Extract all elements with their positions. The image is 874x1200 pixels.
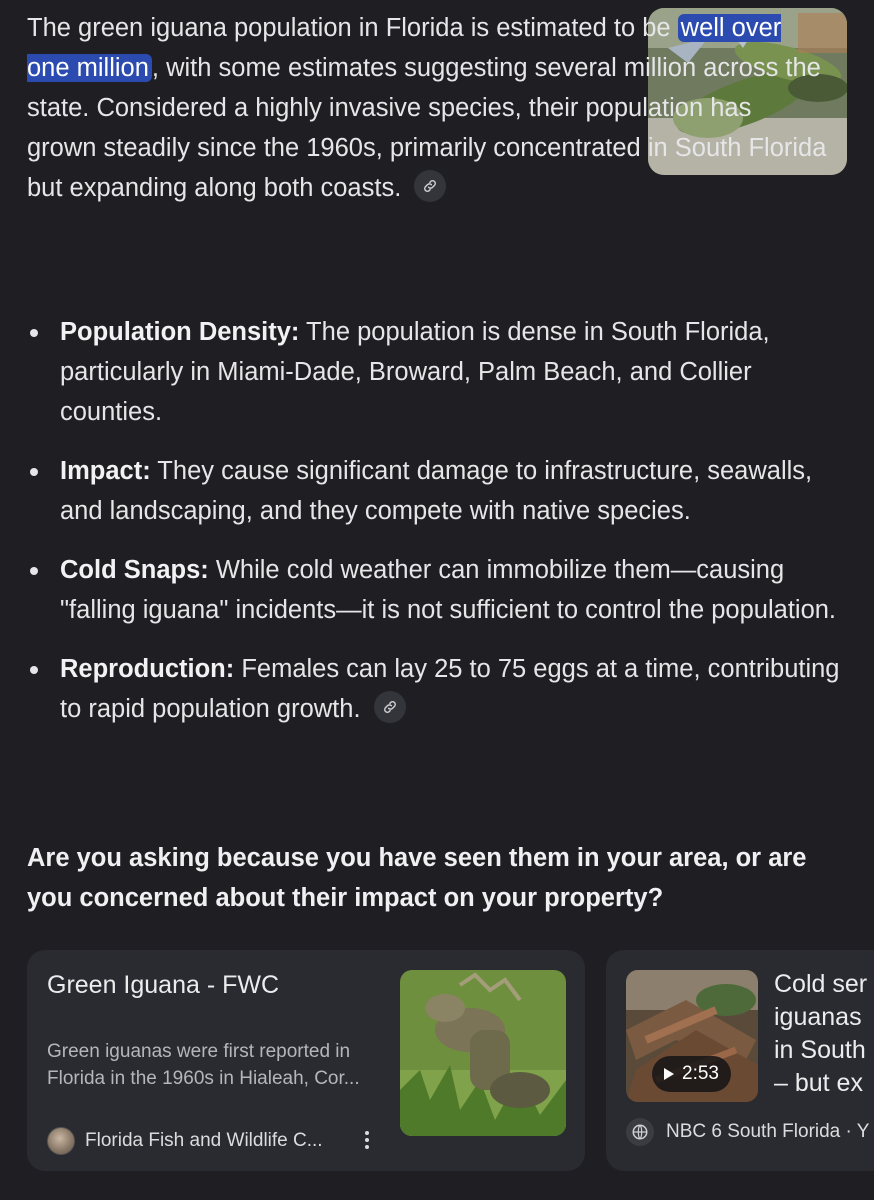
card-source[interactable]: [626, 1118, 869, 1146]
globe-icon: [626, 1118, 654, 1146]
fwc-favicon-icon: [47, 1127, 75, 1155]
bullet-text: Females can lay 25 to 75 eggs at a time, contributing to rapid population growth.: [60, 655, 840, 723]
card-title[interactable]: Green Iguana - FWC: [47, 971, 280, 999]
bullet-term: Population Density:: [60, 318, 300, 346]
source-link-button[interactable]: [374, 691, 406, 723]
facts-list: [27, 312, 847, 748]
highlighted-figure[interactable]: well over one million: [27, 14, 782, 82]
follow-up-question: Are you asking because you have seen them in your area, or are you concerned about their impact on your property?: [27, 844, 807, 912]
card-title-line: iguanas: [774, 1003, 862, 1031]
list-item: [27, 451, 847, 531]
overview-paragraph: [27, 8, 827, 208]
card-source-label: NBC 6 South Florida · Y: [666, 1121, 870, 1142]
card-title-line: Cold ser: [774, 970, 868, 998]
bullet-term: Impact:: [60, 457, 151, 485]
video-thumbnail[interactable]: [626, 970, 758, 1102]
bullet-text: The population is dense in South Florida, particularly in Miami-Dade, Broward, Palm Beach, and Collier counties.: [60, 318, 770, 426]
iguana-thumbnail-image: [400, 970, 566, 1136]
card-title-line: in South: [774, 1036, 866, 1064]
more-vert-icon[interactable]: [357, 1127, 377, 1153]
source-card-fwc[interactable]: [27, 950, 585, 1171]
video-duration: 2:53: [682, 1063, 719, 1084]
source-link-button[interactable]: [414, 170, 446, 202]
list-item: [27, 649, 847, 729]
bullet-text: While cold weather can immobilize them—causing "falling iguana" incidents—it is not sufficient to control the population.: [60, 556, 837, 624]
card-title-line: – but ex: [774, 1069, 863, 1097]
link-icon: [382, 699, 398, 715]
bullet-text: They cause significant damage to infrastructure, seawalls, and landscaping, and they compete with native species.: [60, 457, 813, 525]
list-item: [27, 550, 847, 630]
card-title[interactable]: [774, 968, 874, 1100]
card-snippet: Green iguanas were first reported in Florida in the 1960s in Hialeah, Cor...: [47, 1041, 360, 1089]
video-duration-badge: [652, 1056, 731, 1092]
play-icon: [664, 1068, 674, 1080]
source-card-nbc6[interactable]: [606, 950, 874, 1171]
card-thumbnail[interactable]: [400, 970, 566, 1136]
card-source-label: Florida Fish and Wildlife C...: [85, 1130, 323, 1151]
overview-text-part1: The green iguana population in Florida is estimated to be: [27, 14, 678, 42]
list-item: [27, 312, 847, 432]
overview-text-part2: , with some estimates suggesting several million across the state. Considered a highly invasive species, their population has grown steadily since the 1960s, primarily concentrated in South Florida but expanding along both coasts.: [27, 54, 827, 202]
link-icon: [422, 178, 438, 194]
bullet-term: Reproduction:: [60, 655, 235, 683]
card-source[interactable]: [47, 1127, 323, 1155]
bullet-term: Cold Snaps:: [60, 556, 209, 584]
